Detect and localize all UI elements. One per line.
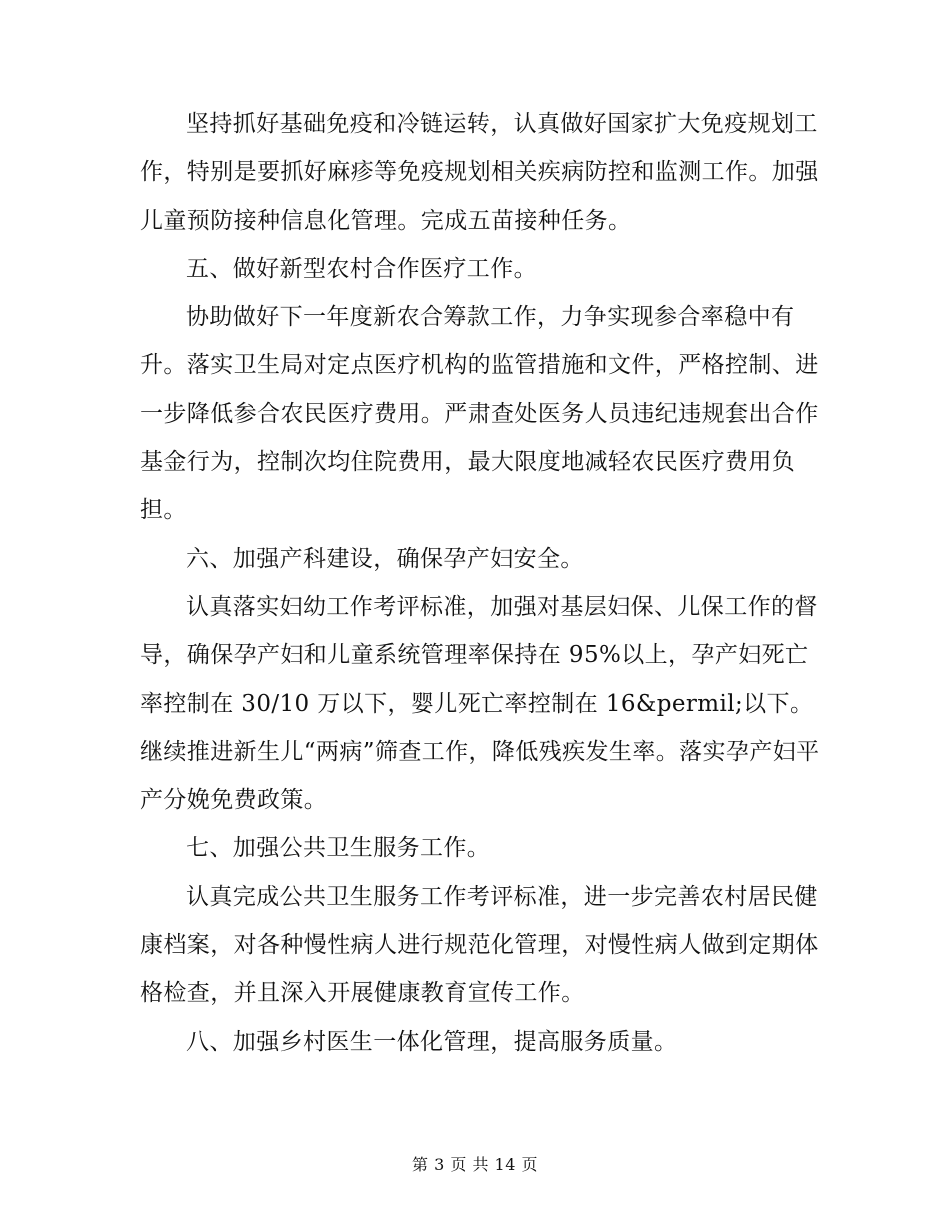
document-body bbox=[140, 100, 828, 1066]
page-number: 第 3 页 共 14 页 bbox=[412, 1155, 538, 1174]
heading-section-5: 五、做好新型农村合作医疗工作。 bbox=[186, 255, 537, 282]
paragraph-maternal-child: 认真落实妇幼工作考评标准，加强对基层妇保、儿保工作的督导，确保孕产妇和儿童系统管理率保持在 95%以上，孕产妇死亡率控制在 30/10 万以下，婴儿死亡率控制在 16&permil;以下。继续推进新生儿“两病”筛查工作，降低残疾发生率。落实孕产妇平产分娩免费政策。 bbox=[140, 593, 820, 814]
heading-section-8: 八、加强乡村医生一体化管理，提高服务质量。 bbox=[186, 1028, 678, 1055]
paragraph-cooperative-medical: 协助做好下一年度新农合筹款工作，力争实现参合率稳中有升。落实卫生局对定点医疗机构的监管措施和文件，严格控制、进一步降低参合农民医疗费用。严肃查处医务人员违纪违规套出合作基金行为，控制次均住院费用，最大限度地减轻农民医疗费用负担。 bbox=[140, 304, 819, 524]
paragraph-public-health: 认真完成公共卫生服务工作考评标准，进一步完善农村居民健康档案，对各种慢性病人进行规范化管理，对慢性病人做到定期体格检查，并且深入开展健康教育宣传工作。 bbox=[140, 883, 819, 1007]
page-footer bbox=[0, 1152, 950, 1175]
heading-section-7: 七、加强公共卫生服务工作。 bbox=[186, 835, 491, 862]
heading-section-6: 六、加强产科建设，确保孕产妇安全。 bbox=[186, 545, 584, 572]
paragraph-immunization: 坚持抓好基础免疫和冷链运转，认真做好国家扩大免疫规划工作，特别是要抓好麻疹等免疫规划相关疾病防控和监测工作。加强儿童预防接种信息化管理。完成五苗接种任务。 bbox=[140, 111, 819, 234]
